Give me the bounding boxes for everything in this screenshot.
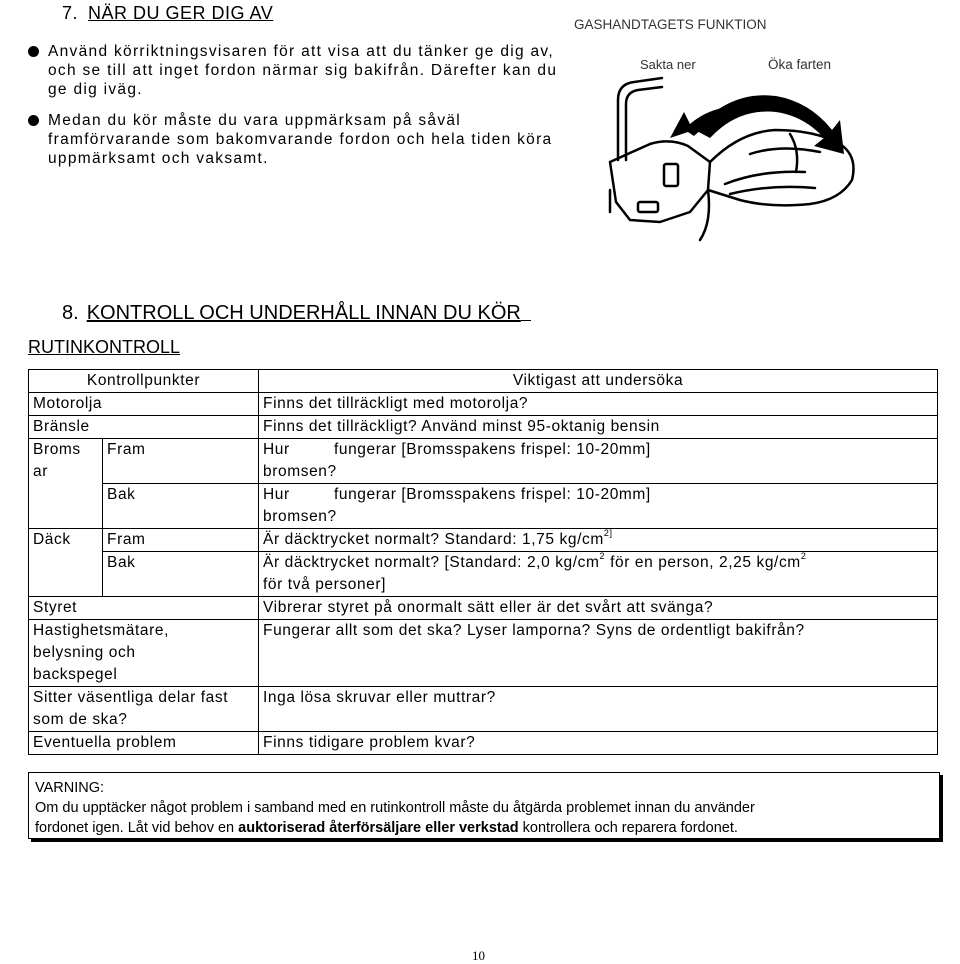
throttle-illustration [600, 72, 860, 242]
bullet-item [28, 111, 563, 168]
warning-line-2a: fordonet igen. Låt vid behov en [35, 820, 239, 836]
table-row [29, 393, 938, 416]
warning-box [28, 772, 940, 839]
row-label: Bränsle [29, 416, 259, 439]
tire-front-text: Är däcktrycket normalt? Standard: 1,75 kg/cm [263, 531, 604, 548]
bullet-dot-icon [28, 46, 39, 57]
section-8-title: KONTROLL OCH UNDERHÅLL INNAN DU KÖR [86, 302, 521, 324]
rutinkontroll-table [28, 369, 938, 755]
table-row [29, 687, 938, 732]
sub-label: Bak [103, 552, 259, 597]
row-label: Styret [29, 597, 259, 620]
row-label [29, 620, 259, 687]
tire-front-sup: 2] [603, 528, 613, 538]
table-row [29, 552, 938, 597]
brake-rear-text: Hur fungerar [Bromsspakens frispel: 10-20mm] [263, 486, 651, 503]
row-label [29, 687, 259, 732]
brake-front-text-2: bromsen? [263, 463, 337, 480]
row-text: Finns det tillräckligt? Använd minst 95-oktanig bensin [259, 416, 938, 439]
section-8-number: 8. [62, 302, 79, 324]
row-text [259, 529, 938, 552]
warning-line-1: Om du upptäcker något problem i samband med en rutinkontroll måste du åtgärda problemet innan du använder [35, 800, 755, 816]
table-row [29, 416, 938, 439]
row-text: Finns det tillräckligt med motorolja? [259, 393, 938, 416]
bullet-item [28, 42, 563, 99]
table-row [29, 529, 938, 552]
tire-rear-sup-a: 2 [599, 551, 606, 561]
row-text: Finns tidigare problem kvar? [259, 732, 938, 755]
tire-rear-text-c: för två personer] [263, 576, 387, 593]
parts-label-2: som de ska? [33, 711, 128, 728]
row-label: Motorolja [29, 393, 259, 416]
row-text: Vibrerar styret på onormalt sätt eller är det svårt att svänga? [259, 597, 938, 620]
figure-label-fast: Öka farten [768, 57, 832, 72]
rutinkontroll-title: RUTINKONTROLL [28, 337, 181, 357]
bullet-dot-icon [28, 115, 39, 126]
row-label: Däck [29, 529, 103, 597]
row-text [259, 484, 938, 529]
parts-label-1: Sitter väsentliga delar fast [33, 689, 229, 706]
row-text [259, 439, 938, 484]
brake-front-text: Hur fungerar [Bromsspakens frispel: 10-20mm] [263, 441, 651, 458]
section-7-bullets [28, 42, 563, 180]
page-number: 10 [472, 948, 485, 963]
sub-label: Fram [103, 439, 259, 484]
table-row [29, 439, 938, 484]
section-7-title: NÄR DU GER DIG AV [88, 3, 274, 23]
figure-title: GASHANDTAGETS FUNKTION [574, 17, 767, 32]
warning-line-2-bold: auktoriserad återförsäljare eller verkstad [238, 820, 519, 836]
bromsar-label-2: ar [33, 463, 48, 480]
warning-line-2b: kontrollera och reparera fordonet. [518, 820, 738, 836]
section-7-number: 7. [62, 3, 79, 23]
row-label: Eventuella problem [29, 732, 259, 755]
row-text: Inga lösa skruvar eller muttrar? [259, 687, 938, 732]
header-viktigast: Viktigast att undersöka [259, 370, 938, 393]
speedometer-label-3: backspegel [33, 666, 118, 683]
header-kontrollpunkter: Kontrollpunkter [29, 370, 259, 393]
row-label [29, 439, 103, 529]
warning-line-2 [35, 818, 933, 838]
row-text: Fungerar allt som det ska? Lyser lamporna? Syns de ordentligt bakifrån? [259, 620, 938, 687]
table-row [29, 597, 938, 620]
figure-label-slow: Sakta ner [640, 57, 696, 72]
sub-label: Fram [103, 529, 259, 552]
speedometer-label-1: Hastighetsmätare, [33, 622, 169, 639]
tire-rear-text-b: för en person, 2,25 kg/cm [605, 554, 801, 571]
bullet-text: Använd körriktningsvisaren för att visa att du tänker ge dig av, och se till att inget fordon närmar sig bakifrån. Därefter kan du ge dig iväg. [48, 43, 558, 98]
warning-title: VARNING: [35, 780, 105, 796]
tire-rear-sup-b: 2 [800, 551, 807, 561]
sub-label: Bak [103, 484, 259, 529]
section-7-heading [62, 3, 273, 24]
section-8-heading [62, 302, 531, 325]
row-text [259, 552, 938, 597]
table-header-row [29, 370, 938, 393]
table-row [29, 732, 938, 755]
accelerate-arrow-icon [695, 95, 844, 154]
brake-rear-text-2: bromsen? [263, 508, 337, 525]
tire-rear-text-a: Är däcktrycket normalt? [Standard: 2,0 kg/cm [263, 554, 600, 571]
bromsar-label-1: Broms [33, 441, 81, 458]
table-row [29, 620, 938, 687]
table-row [29, 484, 938, 529]
speedometer-label-2: belysning och [33, 644, 136, 661]
bullet-text: Medan du kör måste du vara uppmärksam på såväl framförvarande som bakomvarande fordon och hela tiden köra uppmärksamt och vaksamt. [48, 112, 553, 167]
